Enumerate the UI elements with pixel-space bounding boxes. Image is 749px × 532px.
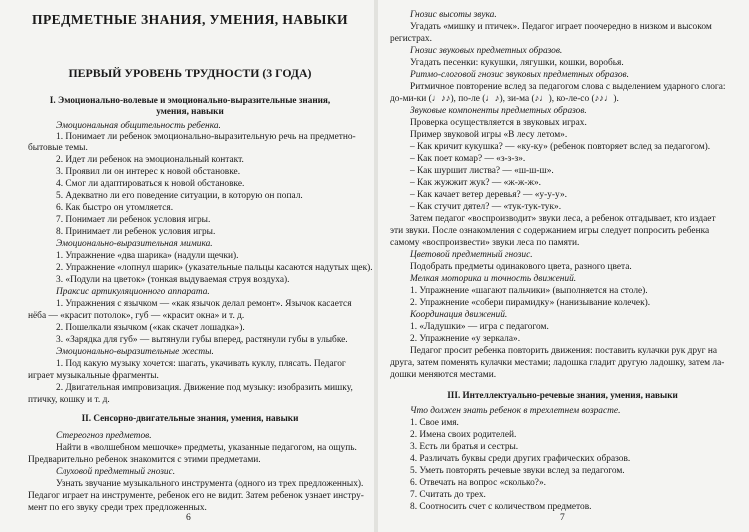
- text-line: Пример звуковой игры «В лесу летом».: [410, 130, 568, 140]
- text-line: мент по его звуку среди трех предложенных.: [28, 503, 207, 513]
- text-line: играет музыкальные фрагменты.: [28, 371, 159, 381]
- section-1-title-line-1: I. Эмоционально-волевые и эмоционально-выразительные знания,: [49, 95, 331, 105]
- list-item: 1. «Ладушки» — игра с педагогом.: [410, 322, 549, 332]
- text-line: самому «воспроизвести» звуки леса по памяти.: [390, 238, 580, 248]
- subheading: Координация движений.: [410, 310, 508, 320]
- text-line: птичку, кошку и т. д.: [28, 395, 110, 405]
- list-item: 2. Идет ли ребенок на эмоциональный контакт.: [56, 155, 244, 165]
- list-item: 1. Свое имя.: [410, 418, 459, 428]
- list-item: 2. Пошелкали язычком («как скачет лошадка»).: [56, 323, 245, 333]
- text-line: дошки меняются местами.: [390, 370, 497, 380]
- list-item: 3. «Подули на цветок» (тонкая выдуваемая струя воздуха).: [56, 275, 290, 285]
- section-3-title: III. Интеллектуально-речевые знания, умения, навыки: [447, 390, 678, 400]
- list-item: 5. Адекватно ли его поведение ситуации, в которую он попал.: [56, 191, 303, 201]
- list-item: – Как шуршит листва? — «ш-ш-ш».: [410, 166, 554, 176]
- list-item: 2. Имена своих родителей.: [410, 430, 517, 440]
- list-item: – Как поет комар? — «з-з-з».: [410, 154, 526, 164]
- text-line: нёба — «красит потолок», губ — «красит окна» и т. д.: [28, 311, 245, 321]
- list-item: 3. Проявил ли он интерес к новой обстановке.: [56, 167, 241, 177]
- subheading: Звуковые компоненты предметных образов.: [410, 106, 587, 116]
- text-line: Подобрать предметы одинакового цвета, разного цвета.: [410, 262, 632, 272]
- subheading: Праксис артикуляционного аппарата.: [56, 287, 210, 297]
- list-item: 7. Понимает ли ребенок условия игры.: [56, 215, 211, 225]
- text-line: бытовые темы.: [28, 143, 88, 153]
- subheading: Мелкая моторика и точность движений.: [410, 274, 577, 284]
- list-item: 8. Принимает ли ребенок условия игры.: [56, 227, 216, 237]
- list-item: 1. Упражнения с язычком — «как язычок делал ремонт». Язычок касается: [56, 299, 352, 309]
- subheading: Стереогноз предметов.: [56, 431, 152, 441]
- text-line: Ритмичное повторение вслед за педагогом слова с выделением ударного слога:: [410, 82, 726, 92]
- level-title: ПЕРВЫЙ УРОВЕНЬ ТРУДНОСТИ (3 ГОДА): [68, 66, 312, 80]
- text-line: Педагог играет на инструменте, ребенок его не видит. Затем ребенок узнает инстру-: [28, 491, 364, 501]
- list-item: 1. Под какую музыку хочется: шагать, укачивать куклу, плясать. Педагог: [56, 359, 346, 369]
- list-item: – Как жужжит жук? — «ж-ж-ж».: [410, 178, 542, 188]
- subheading: Эмоционально-выразительная мимика.: [56, 239, 213, 249]
- text-line: Угадать «мишку и птичек». Педагог играет поочередно в низком и высоком: [410, 22, 712, 32]
- text-line: Узнать звучание музыкального инструмента (одного из трех предложенных).: [56, 479, 364, 489]
- list-item: 3. «Зарядка для губ» — вытянули губы вперед, растянули губы в улыбке.: [56, 335, 348, 345]
- text-line: Проверка осуществляется в звуковых играх.: [410, 118, 587, 128]
- list-item: 7. Считать до трех.: [410, 490, 486, 500]
- subheading: Слуховой предметный гнозис.: [56, 467, 176, 477]
- list-item: 2. Упражнение «у зеркала».: [410, 334, 521, 344]
- list-item: 4. Различать буквы среди других графических образов.: [410, 454, 631, 464]
- right-page: [378, 0, 749, 532]
- page-number: 6: [186, 512, 191, 523]
- list-item: – Как кричит кукушка? — «ку-ку» (ребенок повторяет вслед за педагогом).: [410, 142, 711, 152]
- subheading: Гнозис звуковых предметных образов.: [410, 46, 563, 56]
- section-1-title-line-2: умения, навыки: [156, 106, 224, 116]
- rhythm-line: до-ми-ки (♩♪♪), по-ле (♩♪), зи-ма (♪♩), ко-ле-со (♪♪♩).: [390, 94, 619, 104]
- text-line: Угадать песенки: кукушки, лягушки, кошки, воробья.: [410, 58, 624, 68]
- list-item: 6. Как быстро он утомляется.: [56, 203, 174, 213]
- list-item: 1. Упражнение «два шарика» (надули щечки).: [56, 251, 239, 261]
- list-item: 3. Есть ли братья и сестры.: [410, 442, 519, 452]
- text-line: Педагог просит ребенка повторить движения: поставить кулачки рук друг на: [410, 346, 718, 356]
- list-item: 2. Упражнение «собери пирамидку» (нанизывание колечек).: [410, 298, 651, 308]
- text-line: регистрах.: [390, 34, 432, 44]
- subheading: Цветовой предметный гнозис.: [410, 250, 533, 260]
- list-item: – Как качает ветер деревья? — «у-у-у».: [410, 190, 567, 200]
- subheading: Эмоционально-выразительные жесты.: [56, 347, 214, 357]
- subheading: Ритмо-слоговой гнозис звуковых предметных образов.: [410, 70, 629, 80]
- text-line: эти звуки. После ознакомления с содержанием игры следует попросить ребенка: [390, 226, 710, 236]
- subheading: Гнозис высоты звука.: [410, 10, 497, 20]
- list-item: 8. Соотносить счет с количеством предметов.: [410, 502, 592, 512]
- text-line: друга, затем поменять кулачки местами; ладошка гладит другую ладошку, затем ла-: [390, 358, 725, 368]
- list-item: 6. Отвечать на вопрос «сколько?».: [410, 478, 546, 488]
- text-line: Предварительно ребенок знакомится с этими предметами.: [28, 455, 261, 465]
- list-item: 2. Двигательная импровизация. Движение под музыку: изобразить мишку,: [56, 383, 353, 393]
- left-page: [0, 0, 374, 532]
- list-item: 2. Упражнение «лопнул шарик» (указательные пальцы касаются надутых щек).: [56, 263, 373, 273]
- section-2-title: II. Сенсорно-двигательные знания, умения, навыки: [81, 413, 299, 423]
- main-title: ПРЕДМЕТНЫЕ ЗНАНИЯ, УМЕНИЯ, НАВЫКИ: [31, 12, 349, 27]
- list-item: – Как стучит дятел? — «тук-тук-тук».: [410, 202, 562, 212]
- text-line: Найти в «волшебном мешочке» предметы, указанные педагогом, на ощупь.: [56, 443, 357, 453]
- list-item: 5. Уметь повторять речевые звуки вслед за педагогом.: [410, 466, 625, 476]
- subheading: Что должен знать ребенок в трехлетнем возрасте.: [410, 406, 621, 416]
- list-item: 4. Смог ли адаптироваться к новой обстановке.: [56, 179, 245, 189]
- list-item: 1. Упражнение «шагают пальчики» (выполняется на столе).: [410, 286, 648, 296]
- text-line: Затем педагог «воспроизводит» звуки леса, а ребенок отгадывает, кто издает: [410, 214, 716, 224]
- page-number: 7: [560, 512, 565, 523]
- list-item: 1. Понимает ли ребенок эмоционально-выразительную речь на предметно-: [56, 132, 356, 142]
- subheading: Эмоциональная общительность ребенка.: [56, 121, 221, 131]
